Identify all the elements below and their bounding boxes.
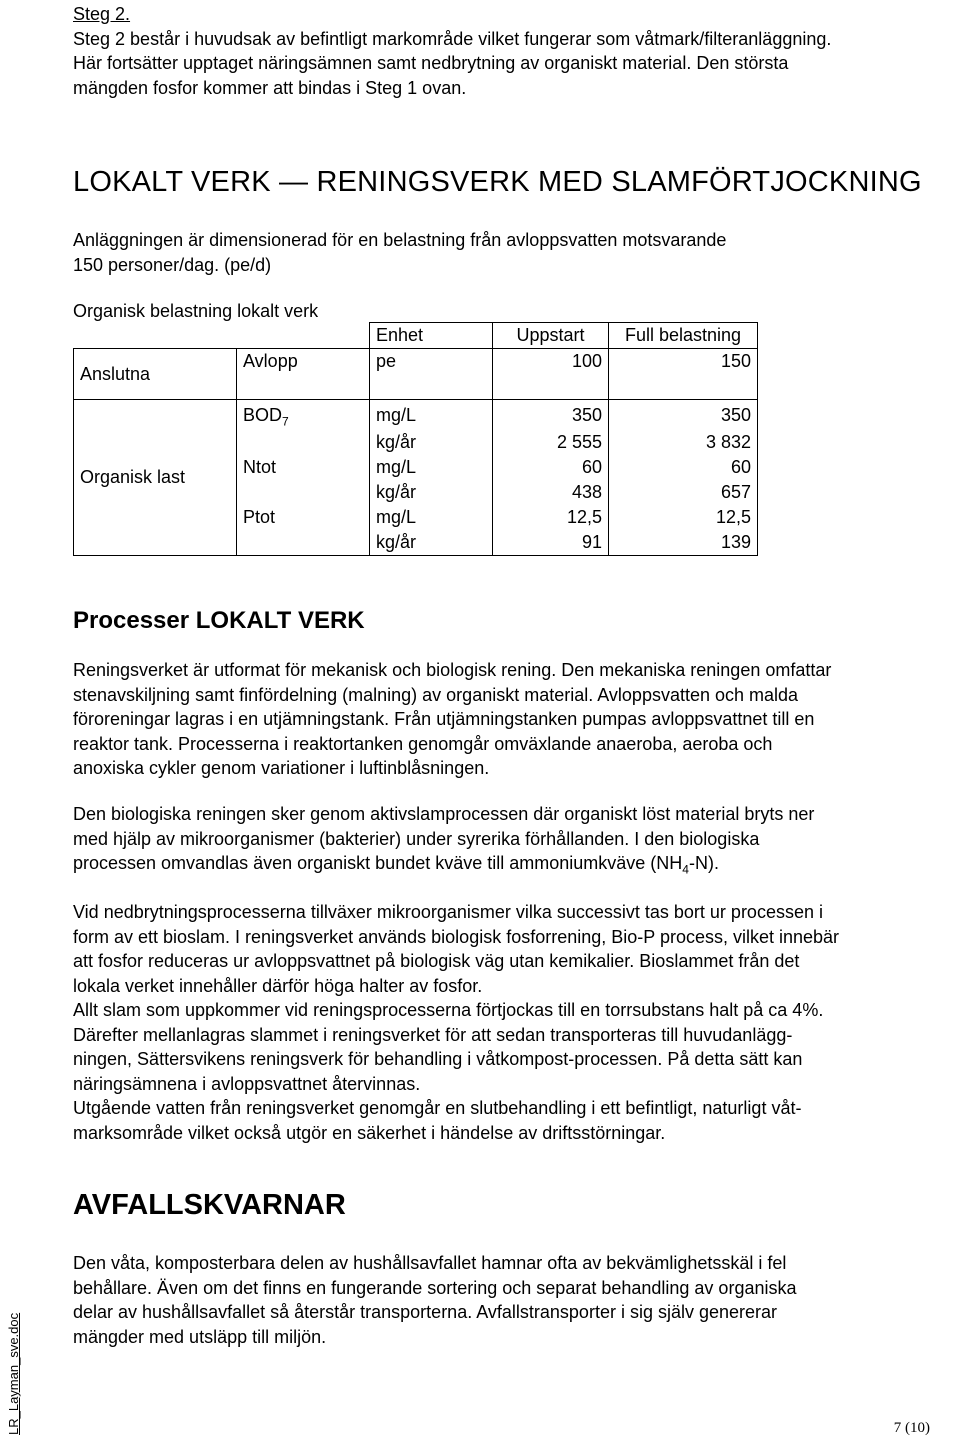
paragraph-line: att fosfor reduceras ur avloppsvattnet på biologisk väg utan kemikalier. Bioslammet från det <box>73 951 800 971</box>
header-full: Full belastning <box>609 323 758 349</box>
cell-unit: kg/år <box>370 480 493 505</box>
paragraph-line: behållare. Även om det finns en fungerande sortering och separat behandling av organiska <box>73 1277 797 1298</box>
cell-full: 150 <box>609 349 758 375</box>
paragraph-line: med hjälp av mikroorganismer (bakterier) under syrerika förhållanden. I den biologiska <box>73 828 760 849</box>
bod-name: BOD <box>243 404 283 425</box>
cell-param-bod <box>237 400 370 431</box>
cell-unit: mg/L <box>370 455 493 480</box>
nh4-post: -N). <box>688 853 719 873</box>
cell-unit: kg/år <box>370 530 493 556</box>
paragraph-line: Vid nedbrytningsprocesserna tillväxer mikroorganismer vilka successivt tas bort ur processen i <box>73 902 823 922</box>
paragraph-line: delar av hushållsavfallet så återstår transporterna. Avfallstransporter i sig själv genererar <box>73 1302 778 1322</box>
cell-unit: mg/L <box>370 505 493 530</box>
paragraph-line: Reningsverket är utformat för mekanisk och biologisk rening. Den mekaniska reningen omfattar <box>73 660 832 680</box>
header-start: Uppstart <box>493 323 609 349</box>
paragraph-line: föroreningar lagras i en utjämningstank. Från utjämningstanken pumpas avloppsvattnet till en <box>73 709 815 729</box>
paragraph-line: Den biologiska reningen sker genom aktivslamprocessen där organiskt löst material bryts ner <box>73 804 815 824</box>
table-caption <box>73 299 957 324</box>
cell-start: 60 <box>493 455 609 480</box>
cell-full: 139 <box>609 530 758 556</box>
avfall-para <box>73 1251 957 1349</box>
paragraph-line: Allt slam som uppkommer vid reningsprocesserna förtjockas till en torrsubstans halt på ca 4%. <box>73 1000 824 1020</box>
section-heading-lokalt: LOKALT VERK — RENINGSVERK MED SLAMFÖRTJOCKNING <box>73 166 922 198</box>
paragraph-line: näringsämnena i avloppsvattnet återvinnas. <box>73 1073 421 1094</box>
table-row <box>74 400 758 431</box>
paragraph-line: Utgående vatten från reningsverket genomgår en slutbehandling i ett befintligt, naturligt våt- <box>73 1098 802 1118</box>
cell-param <box>237 530 370 556</box>
paragraph-line: anoxiska cykler genom variationer i luftinblåsningen. <box>73 758 490 778</box>
paragraph-line: stenavskiljning samt finfördelning (malning) av organiskt material. Avloppsvatten och malda <box>73 684 799 705</box>
document-filename-label: LR_Layman_sve.doc <box>6 1312 21 1435</box>
cell-start: 91 <box>493 530 609 556</box>
table-row <box>74 349 758 375</box>
cell-unit: kg/år <box>370 430 493 455</box>
cell-full: 3 832 <box>609 430 758 455</box>
cell-start: 350 <box>493 400 609 431</box>
paragraph-line: mängder med utsläpp till miljön. <box>73 1326 327 1347</box>
processer-para-1 <box>73 658 957 781</box>
steg2-title: Steg 2. <box>73 4 131 24</box>
cell-start: 438 <box>493 480 609 505</box>
paragraph-line: lokala verket innehåller därför höga halter av fosfor. <box>73 975 483 996</box>
processer-para-3 <box>73 900 957 1145</box>
processer-para-2 <box>73 802 957 876</box>
cell-start: 100 <box>493 349 609 375</box>
paragraph-line: Därefter mellanlagras slammet i reningsverket för att sedan transporteras till huvudanlägg- <box>73 1024 793 1045</box>
cell-full: 657 <box>609 480 758 505</box>
paragraph-line: reaktor tank. Processerna i reaktortanken genomgår omväxlande anaeroba, aeroba och <box>73 733 773 754</box>
cell-param: Avlopp <box>237 349 370 375</box>
section-heading-avfallskvarnar: AVFALLSKVARNAR <box>73 1189 346 1221</box>
nh4-subscript: 4 <box>682 862 689 877</box>
cell-param <box>237 480 370 505</box>
lokalt-intro-line: Anläggningen är dimensionerad för en belastning från avloppsvatten motsvarande <box>73 230 727 250</box>
table-header-row <box>74 323 758 349</box>
section-heading-processer: Processer LOKALT VERK <box>73 607 365 634</box>
paragraph-line-nh4 <box>73 851 957 876</box>
steg2-line: Steg 2 består i huvudsak av befintligt markområde vilket fungerar som våtmark/filteranläggning. <box>73 28 832 49</box>
cell-start: 12,5 <box>493 505 609 530</box>
paragraph-line: ningen, Sättersvikens reningsverk för behandling i våtkompost-processen. På detta sätt kan <box>73 1049 803 1069</box>
load-table <box>73 322 758 556</box>
cell-param: Ntot <box>237 455 370 480</box>
cell-full: 350 <box>609 400 758 431</box>
table-caption-text: Organisk belastning lokalt verk <box>73 301 319 321</box>
header-unit: Enhet <box>370 323 493 349</box>
page-number: 7 (10) <box>893 1420 930 1436</box>
cell-param: Ptot <box>237 505 370 530</box>
cell-unit: mg/L <box>370 400 493 431</box>
cell-start: 2 555 <box>493 430 609 455</box>
cell-full: 60 <box>609 455 758 480</box>
cell-unit: pe <box>370 349 493 375</box>
paragraph-line: form av ett bioslam. I reningsverket används biologisk fosforrening, Bio-P process, vilket innebär <box>73 926 840 947</box>
lokalt-intro <box>73 228 957 277</box>
paragraph-line: Den våta, komposterbara delen av hushållsavfallet hamnar ofta av bekvämlighetsskäl i fel <box>73 1253 787 1273</box>
steg2-line: Här fortsätter upptaget näringsämnen samt nedbrytning av organiskt material. Den största <box>73 53 789 73</box>
row-label-organisk-last: Organisk last <box>74 400 237 556</box>
cell-param <box>237 430 370 455</box>
bod-subscript: 7 <box>282 414 289 429</box>
paragraph-line: marksområde vilket också utgör en säkerhet i händelse av driftsstörningar. <box>73 1122 666 1143</box>
cell-full: 12,5 <box>609 505 758 530</box>
row-label-anslutna: Anslutna <box>74 349 237 400</box>
nh4-pre: processen omvandlas även organiskt bundet kväve till ammoniumkväve (NH <box>73 853 683 873</box>
lokalt-intro-line: 150 personer/dag. (pe/d) <box>73 254 272 275</box>
steg2-section <box>73 2 957 100</box>
steg2-line: mängden fosfor kommer att bindas i Steg 1 ovan. <box>73 77 467 98</box>
